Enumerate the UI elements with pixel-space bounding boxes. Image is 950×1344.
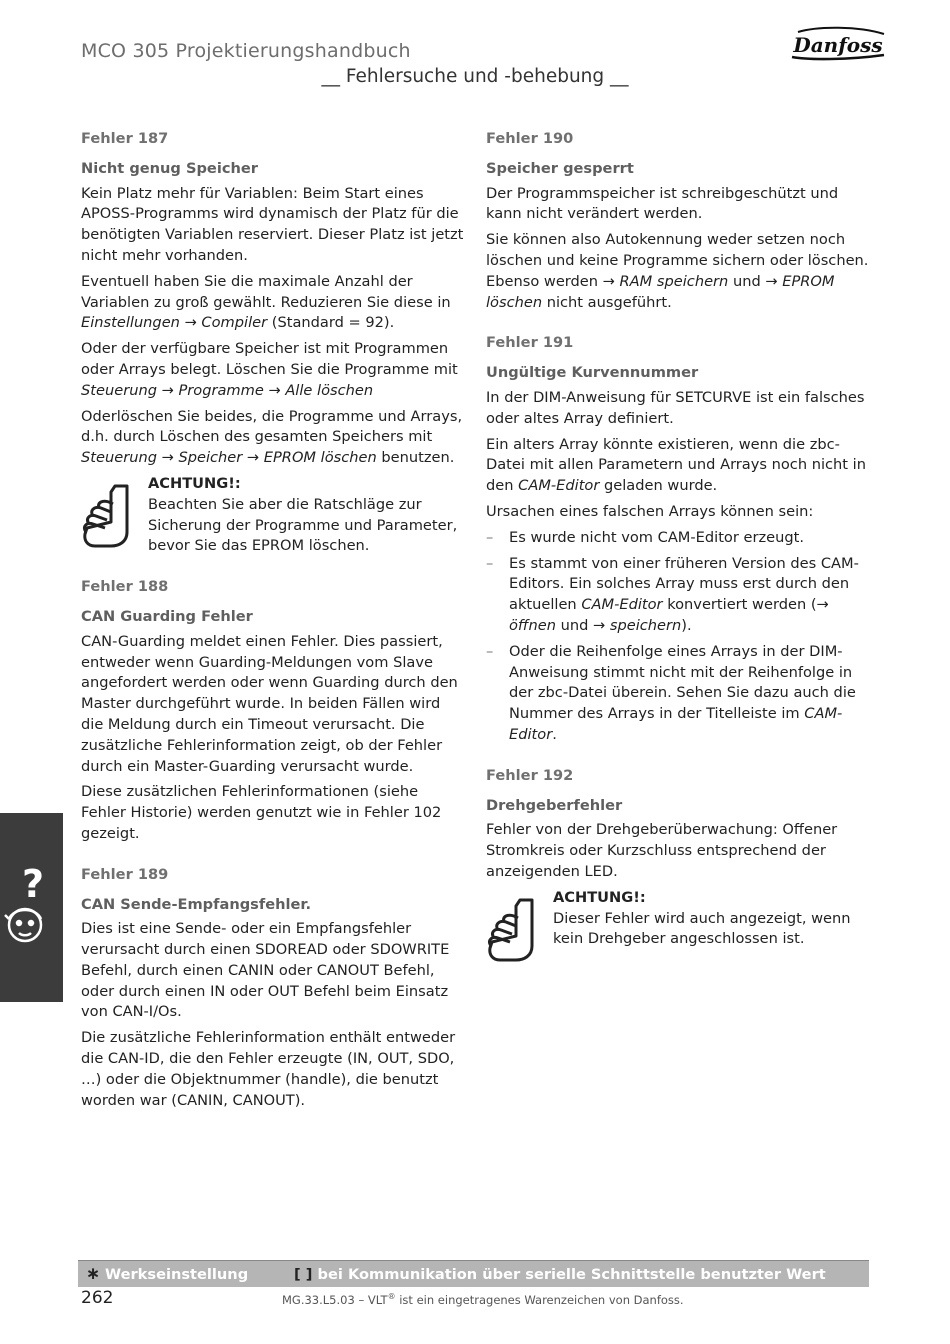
error-189: [81, 865, 466, 1112]
error-number: Fehler 190: [486, 130, 574, 147]
note-heading: ACHTUNG!:: [148, 474, 241, 492]
pointing-hand-icon: [486, 898, 538, 964]
error-191: [486, 333, 876, 745]
chapter-side-tab: [0, 813, 63, 1002]
legend-bar: [78, 1260, 869, 1287]
page-number: 262: [81, 1288, 114, 1308]
cause-list: [486, 528, 876, 746]
section-title: __ Fehlersuche und -behebung __: [321, 66, 629, 87]
paragraph: Kein Platz mehr für Variablen: Beim Start eines APOSS-Programms wird dynamisch der Platz für die benötigten Variablen reserviert. Dieser Platz ist jetzt nicht mehr vorhanden.: [81, 184, 464, 264]
error-title: CAN Sende-Empfangsfehler.: [81, 895, 312, 913]
note-text: Dieser Fehler wird auch angezeigt, wenn kein Drehgeber angeschlossen ist.: [553, 909, 851, 948]
list-item: – Es stammt von einer früheren Version des CAM-Editors. Ein solches Array muss erst durch den aktuellen CAM-Editor konvertiert werden (→ öffnen und → speichern).: [486, 554, 859, 634]
error-187: [81, 129, 466, 557]
svg-text:Danfoss: Danfoss: [793, 33, 883, 57]
pointing-hand-icon: [81, 484, 133, 550]
danfoss-logo: [788, 24, 888, 64]
note-text: Beachten Sie aber die Ratschläge zur Sicherung der Programme und Parameter, bevor Sie das EPROM löschen.: [148, 495, 458, 555]
trademark-note: MG.33.L5.03 – VLT® ist ein eingetragenes Warenzeichen von Danfoss.: [282, 1292, 684, 1307]
note-heading: ACHTUNG!:: [553, 888, 646, 906]
list-item: – Oder die Reihenfolge eines Arrays in der DIM-Anweisung stimmt nicht mit der Reihenfolge in der zbc-Datei überein. Sehen Sie dazu auch die Nummer des Arrays in der Titelleiste im CAM-Editor.: [486, 642, 856, 743]
error-title: Nicht genug Speicher: [81, 159, 258, 177]
paragraph: Fehler von der Drehgeberüberwachung: Offener Stromkreis oder Kurzschluss entsprechend der anzeigenden LED.: [486, 821, 838, 880]
left-column: [81, 129, 466, 1131]
list-item: – Es wurde nicht vom CAM-Editor erzeugt.: [486, 528, 804, 546]
warning-note: [81, 474, 466, 557]
paragraph: Dies ist eine Sende- oder ein Empfangsfehler verursacht durch einen SDOREAD oder SDOWRITE Befehl, durch einen CANIN oder CANOUT Befehl, oder durch einen IN oder OUT Befehl beim Einsatz von CAN-I/Os.: [81, 920, 450, 1021]
error-number: Fehler 191: [486, 334, 574, 352]
question-mark-face-icon: [0, 813, 63, 1002]
error-192: [486, 766, 876, 958]
svg-text:?: ?: [21, 862, 45, 906]
paragraph: Eventuell haben Sie die maximale Anzahl der Variablen zu groß gewählt. Reduzieren Sie diese in Einstellungen → Compiler (Standard = 92).: [81, 272, 451, 332]
paragraph: In der DIM-Anweisung für SETCURVE ist ein falsches oder altes Array definiert.: [486, 388, 865, 427]
error-title: Drehgeberfehler: [486, 796, 623, 814]
warning-note: [486, 888, 876, 958]
document-title: MCO 305 Projektierungshandbuch: [81, 40, 411, 62]
error-number: Fehler 187: [81, 130, 169, 147]
paragraph: CAN-Guarding meldet einen Fehler. Dies passiert, entweder wenn Guarding-Meldungen vom Slave angefordert werden oder wenn Guarding durch den Master durchgeführt wurde. In beiden Fällen wird die Meldung durch ein Timeout verursacht. Die zusätzliche Fehlerinformation zeigt, ob der Fehler durch ein Master-Guarding verursacht wurde.: [81, 632, 458, 775]
paragraph: Oder der verfügbare Speicher ist mit Programmen oder Arrays belegt. Löschen Sie die Programme mit Steuerung → Programme → Alle löschen: [81, 340, 458, 399]
paragraph: Diese zusätzlichen Fehlerinformationen (siehe Fehler Historie) werden genutzt wie in Fehler 102 gezeigt.: [81, 783, 442, 842]
error-number: Fehler 189: [81, 865, 169, 883]
paragraph: Der Programmspeicher ist schreibgeschützt und kann nicht verändert werden.: [486, 184, 839, 223]
factory-setting-label: Werkseinstellung: [105, 1266, 249, 1283]
paragraph: Oderlöschen Sie beides, die Programme und Arrays, d.h. durch Löschen des gesamten Speichers mit Steuerung → Speicher → EPROM löschen benutzen.: [81, 407, 463, 467]
error-number: Fehler 188: [81, 578, 169, 596]
paragraph: Sie können also Autokennung weder setzen noch löschen und keine Programme sichern oder löschen. Ebenso werden → RAM speichern und → EPROM löschen nicht ausgeführt.: [486, 231, 869, 311]
error-title: Speicher gesperrt: [486, 159, 634, 177]
right-column: [486, 129, 876, 978]
serial-value-label: [ ] bei Kommunikation über serielle Schnittstelle benutzter Wert: [294, 1266, 826, 1283]
error-188: [81, 577, 466, 845]
paragraph: Ein alters Array könnte existieren, wenn die zbc-Datei mit allen Parametern und Arrays noch nicht in den CAM-Editor geladen wurde.: [486, 435, 866, 495]
error-title: CAN Guarding Fehler: [81, 607, 253, 625]
paragraph: Ursachen eines falschen Arrays können sein:: [486, 502, 814, 520]
paragraph: Die zusätzliche Fehlerinformation enthält entweder die CAN-ID, die den Fehler erzeugte (IN, OUT, SDO, …) oder die Objektnummer (handle), die benutzt worden war (CANIN, CANOUT).: [81, 1029, 456, 1109]
error-190: [486, 129, 876, 313]
error-title: Ungültige Kurvennummer: [486, 364, 699, 382]
asterisk-icon: ∗: [86, 1264, 101, 1284]
error-number: Fehler 192: [486, 766, 574, 784]
